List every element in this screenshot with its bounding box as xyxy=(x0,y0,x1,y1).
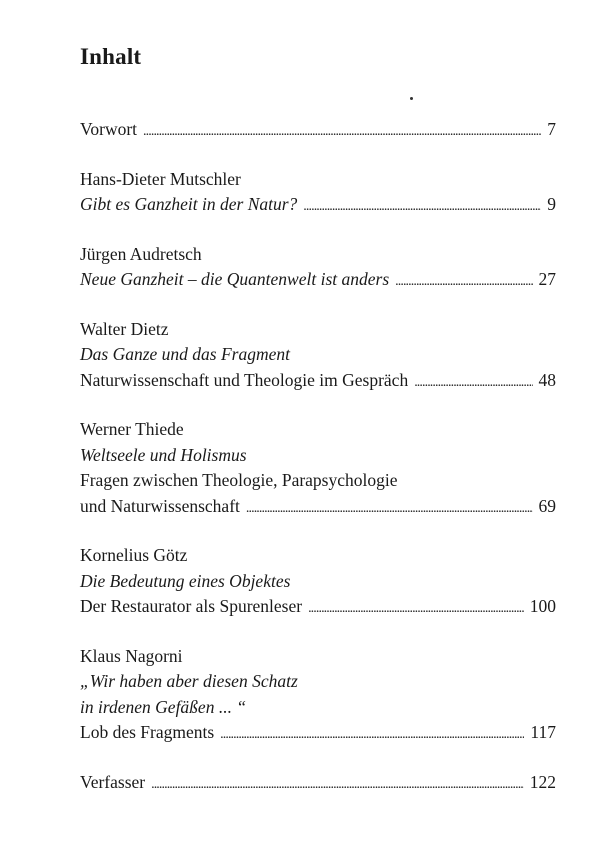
page-number: 9 xyxy=(547,194,556,214)
page-number: 69 xyxy=(538,495,556,516)
toc-entry xyxy=(80,644,556,748)
toc-subtitle-line xyxy=(80,468,556,494)
toc-entry xyxy=(80,317,556,396)
toc-title-line xyxy=(80,368,556,396)
page-title: Inhalt xyxy=(80,44,142,69)
toc-line-text: „Wir haben aber diesen Schatz xyxy=(80,671,298,691)
toc-entry xyxy=(80,117,556,145)
toc-line-text: Hans-Dieter Mutschler xyxy=(80,168,241,189)
toc-title-line xyxy=(80,720,556,748)
dot-leader xyxy=(303,194,541,220)
dot-leader xyxy=(308,596,524,622)
toc-entry xyxy=(80,167,556,220)
toc-line-text: Das Ganze und das Fragment xyxy=(80,344,290,364)
toc-line-text: Gibt es Ganzheit in der Natur? xyxy=(80,194,298,214)
table-of-contents xyxy=(80,117,556,819)
toc-line-text: Jürgen Audretsch xyxy=(80,243,202,264)
page-number: 7 xyxy=(547,119,556,139)
toc-line-text: Naturwissenschaft und Theologie im Gespräch xyxy=(80,369,409,390)
toc-line-text: Die Bedeutung eines Objektes xyxy=(80,570,291,591)
toc-title-line xyxy=(80,770,556,798)
toc-title-line xyxy=(80,494,556,522)
toc-author xyxy=(80,242,556,268)
toc-author xyxy=(80,167,556,193)
toc-line-text: Klaus Nagorni xyxy=(80,645,183,666)
toc-line-text: Werner Thiede xyxy=(80,419,184,439)
toc-entry xyxy=(80,770,556,798)
page-number: 27 xyxy=(538,269,556,289)
toc-author xyxy=(80,543,556,569)
toc-line-text: Weltseele und Holismus xyxy=(80,444,247,465)
toc-line-text: Walter Dietz xyxy=(80,318,169,339)
toc-author xyxy=(80,644,556,670)
toc-line-text: Kornelius Götz xyxy=(80,545,188,565)
toc-line-text: Vorwort xyxy=(80,119,138,139)
toc-title-line xyxy=(80,267,556,295)
toc-subtitle-line xyxy=(80,695,556,721)
page-number: 48 xyxy=(538,369,556,390)
dot-leader xyxy=(414,370,532,396)
toc-line-text: Neue Ganzheit – die Quantenwelt ist anders xyxy=(80,269,390,289)
toc-entry xyxy=(80,417,556,521)
toc-title-line xyxy=(80,192,556,220)
dot-leader xyxy=(246,496,533,522)
toc-subtitle-line xyxy=(80,342,556,368)
toc-subtitle-line xyxy=(80,569,556,595)
page-number: 122 xyxy=(529,771,556,792)
dot-leader xyxy=(151,772,524,798)
dot-leader xyxy=(220,722,524,748)
print-speck xyxy=(410,97,413,100)
toc-subtitle-line xyxy=(80,443,556,469)
toc-author xyxy=(80,317,556,343)
toc-title-line xyxy=(80,117,556,145)
dot-leader xyxy=(395,269,532,295)
page-number: 117 xyxy=(530,722,556,742)
toc-line-text: Lob des Fragments xyxy=(80,722,215,742)
toc-subtitle-line xyxy=(80,669,556,695)
toc-entry xyxy=(80,543,556,622)
toc-line-text: Verfasser xyxy=(80,771,146,792)
toc-author xyxy=(80,417,556,443)
toc-line-text: in irdenen Gefäßen ... “ xyxy=(80,696,247,717)
toc-line-text: Der Restaurator als Spurenleser xyxy=(80,596,303,616)
toc-title-line xyxy=(80,594,556,622)
page-number: 100 xyxy=(529,596,556,616)
dot-leader xyxy=(143,119,541,145)
toc-line-text: und Naturwissenschaft xyxy=(80,495,240,516)
toc-line-text: Fragen zwischen Theologie, Parapsychologie xyxy=(80,470,398,490)
toc-entry xyxy=(80,242,556,295)
